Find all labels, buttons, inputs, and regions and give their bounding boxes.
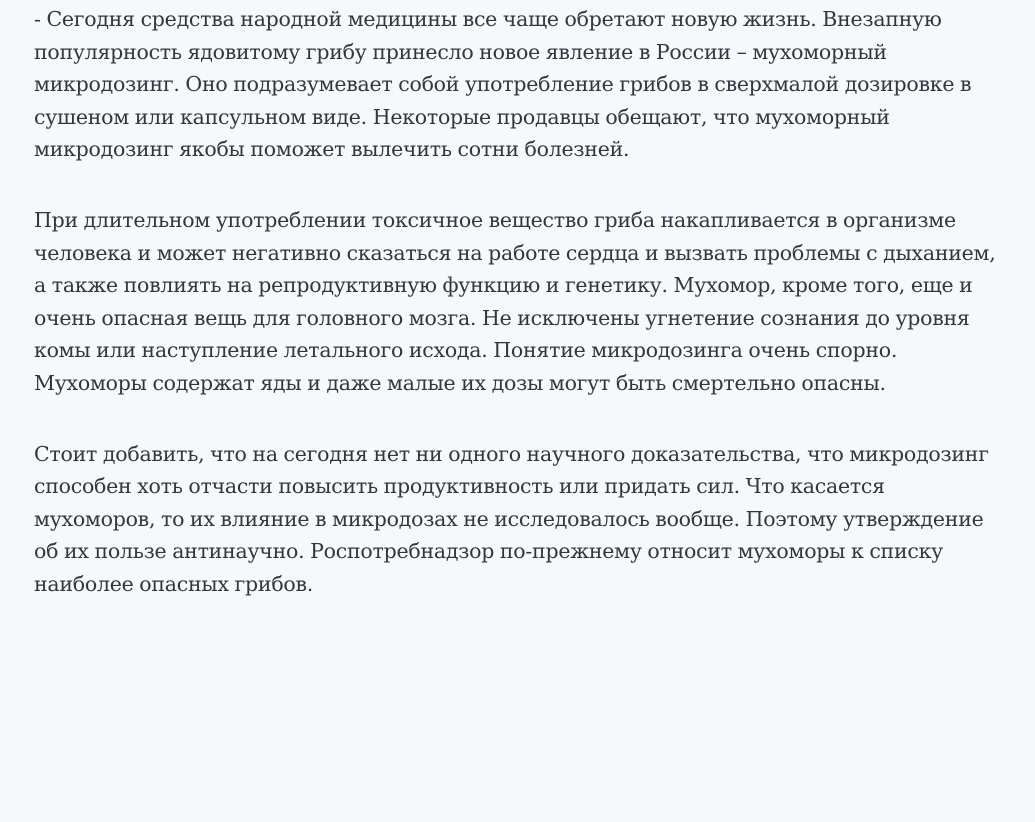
article-paragraph-1: - Сегодня средства народной медицины все чаще обретают новую жизнь. Внезапную популярность ядовитому грибу принесло новое явление в России – мухоморный микродозинг. Оно подразумевает собой употребление грибов в сверхмалой дозировке в сушеном или капсульном виде. Некоторые продавцы обещают, что мухоморный микродозинг якобы поможет вылечить сотни болезней.	[34, 7, 972, 162]
article-paragraph-2: При длительном употреблении токсичное вещество гриба накапливается в организме человека и может негативно сказаться на работе сердца и вызвать проблемы с дыханием, а также повлиять на репродуктивную функцию и генетику. Мухомор, кроме того, еще и очень опасная вещь для головного мозга. Не исключены угнетение сознания до уровня комы или наступление летального исхода. Понятие микродозинга очень спорно. Мухоморы содержат яды и даже малые их дозы могут быть смертельно опасны.	[34, 207, 996, 395]
article-paragraph-3: Стоит добавить, что на сегодня нет ни одного научного доказательства, что микродозинг способен хоть отчасти повысить продуктивность или придать сил. Что касается мухоморов, то их влияние в микродозах не исследовалось вообще. Поэтому утверждение об их пользе антинаучно. Роспотребнадзор по-прежнему относит мухоморы к списку наиболее опасных грибов.	[34, 441, 989, 596]
